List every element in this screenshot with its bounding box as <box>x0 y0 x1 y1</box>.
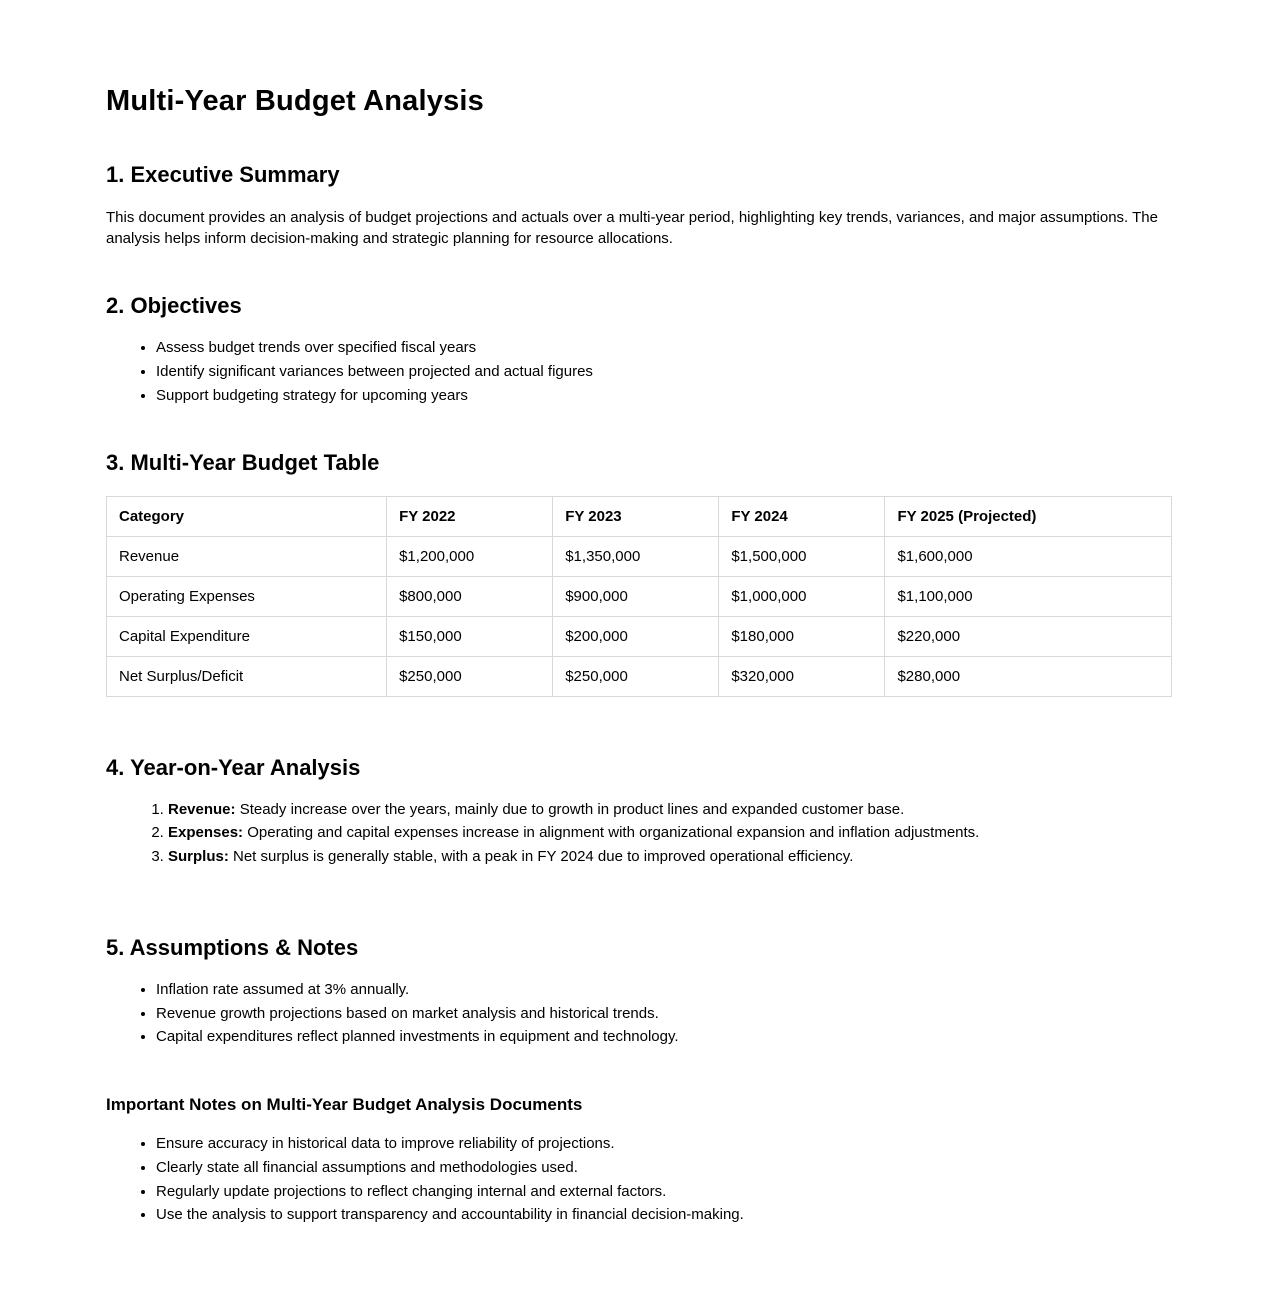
table-row <box>107 576 1172 616</box>
list-item-text: Net surplus is generally stable, with a peak in FY 2024 due to improved operational efficiency. <box>228 848 854 866</box>
list-item: • Regularly update projections to reflect changing internal and external factors. <box>156 1183 1172 1202</box>
list-item <box>168 824 1172 843</box>
table-cell: $200,000 <box>553 616 719 656</box>
budget-table-heading: 3. Multi-Year Budget Table <box>106 449 380 475</box>
list-item-label: Expenses: <box>168 824 244 842</box>
table-cell: $250,000 <box>387 656 553 696</box>
budget-table <box>106 496 1172 697</box>
list-item: • Clearly state all financial assumptions and methodologies used. <box>156 1159 1172 1178</box>
table-cell: $180,000 <box>719 616 885 656</box>
table-cell: $1,500,000 <box>719 536 885 576</box>
list-item-label: Surplus: <box>168 848 229 866</box>
table-cell-category: Revenue <box>107 536 387 576</box>
executive-summary-paragraph: This document provides an analysis of budget projections and actuals over a multi-year period, highlighting key trends, variances, and major assumptions. The analysis helps inform decision-making and strategic planning for resource allocations. <box>106 209 1158 247</box>
important-notes-heading: Important Notes on Multi-Year Budget Analysis Documents <box>106 1095 583 1115</box>
table-header-cell: Category <box>107 496 387 536</box>
list-item: • Inflation rate assumed at 3% annually. <box>156 981 1172 1000</box>
list-item-label: Revenue: <box>168 800 236 818</box>
list-item-text: Operating and capital expenses increase in alignment with organizational expansion and inflation adjustments. <box>243 824 980 842</box>
objectives-list <box>106 339 1172 405</box>
table-cell-category: Operating Expenses <box>107 576 387 616</box>
list-item: • Revenue growth projections based on market analysis and historical trends. <box>156 1005 1172 1024</box>
list-item-text: Steady increase over the years, mainly due to growth in product lines and expanded customer base. <box>235 800 905 818</box>
table-row <box>107 656 1172 696</box>
table-cell: $320,000 <box>719 656 885 696</box>
table-row <box>107 616 1172 656</box>
important-notes-list <box>106 1135 1172 1225</box>
assumptions-heading: 5. Assumptions & Notes <box>106 934 359 960</box>
table-cell: $150,000 <box>387 616 553 656</box>
assumptions-list <box>106 981 1172 1047</box>
executive-summary-heading: 1. Executive Summary <box>106 162 340 187</box>
objectives-heading: 2. Objectives <box>106 293 242 319</box>
table-row <box>107 536 1172 576</box>
table-cell-category: Capital Expenditure <box>107 616 387 656</box>
list-item <box>168 848 1172 867</box>
table-header-cell: FY 2025 (Projected) <box>885 496 1172 536</box>
table-cell: $250,000 <box>553 656 719 696</box>
table-cell-category: Net Surplus/Deficit <box>107 656 387 696</box>
table-cell: $280,000 <box>885 656 1172 696</box>
table-cell: $1,600,000 <box>885 536 1172 576</box>
table-cell: $900,000 <box>553 576 719 616</box>
table-header-cell: FY 2023 <box>553 496 719 536</box>
table-cell: $1,200,000 <box>387 536 553 576</box>
list-item: • Support budgeting strategy for upcoming years <box>156 387 1172 406</box>
page-title: Multi-Year Budget Analysis <box>106 85 484 117</box>
table-header-row <box>107 496 1172 536</box>
list-item: • Capital expenditures reflect planned investments in equipment and technology. <box>156 1028 1172 1047</box>
table-header-cell: FY 2022 <box>387 496 553 536</box>
list-item <box>168 801 1172 820</box>
yoy-analysis-heading: 4. Year-on-Year Analysis <box>106 754 361 780</box>
table-cell: $1,100,000 <box>885 576 1172 616</box>
table-cell: $1,000,000 <box>719 576 885 616</box>
list-item: • Assess budget trends over specified fiscal years <box>156 339 1172 358</box>
list-item: • Identify significant variances between projected and actual figures <box>156 363 1172 382</box>
table-cell: $1,350,000 <box>553 536 719 576</box>
table-header-cell: FY 2024 <box>719 496 885 536</box>
table-cell: $800,000 <box>387 576 553 616</box>
yoy-analysis-list <box>106 801 1172 867</box>
list-item: • Use the analysis to support transparency and accountability in financial decision-making. <box>156 1206 1172 1225</box>
table-cell: $220,000 <box>885 616 1172 656</box>
list-item: • Ensure accuracy in historical data to improve reliability of projections. <box>156 1135 1172 1154</box>
